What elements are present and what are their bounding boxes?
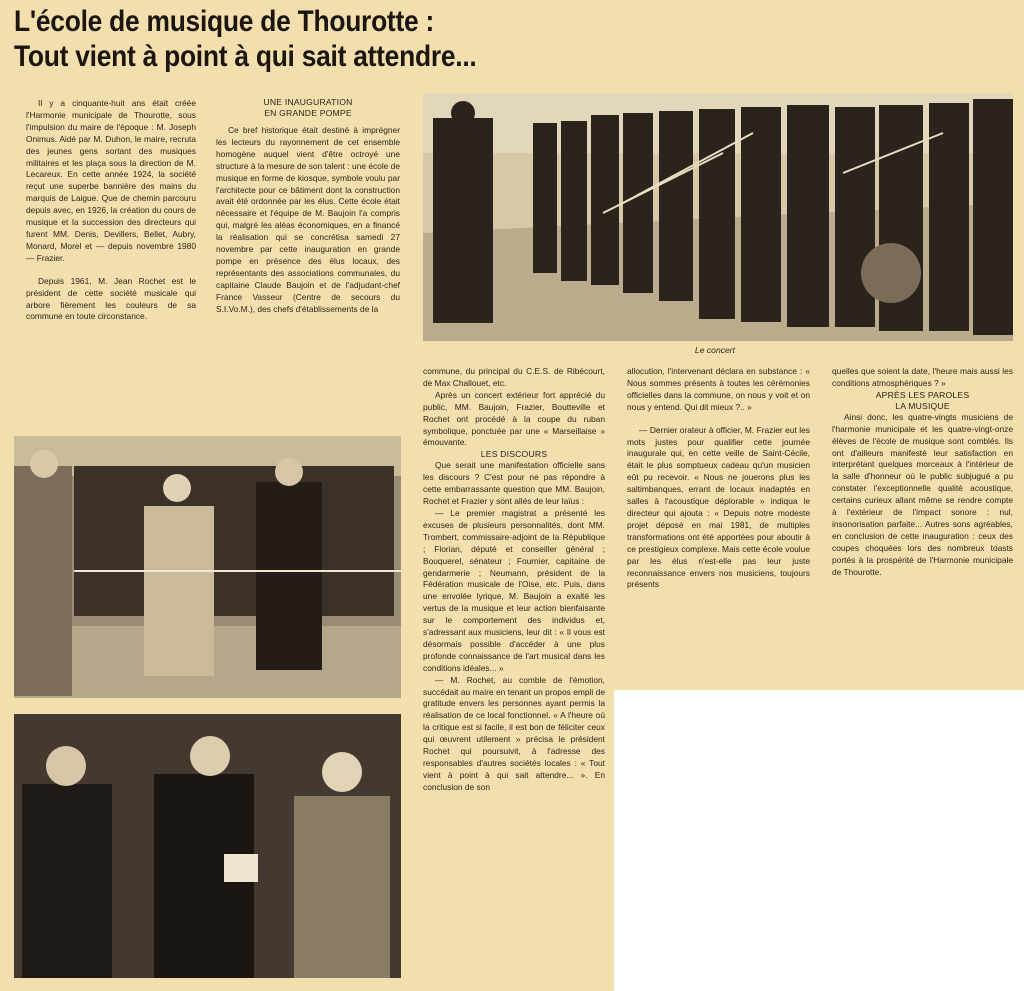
paragraph: Depuis 1961, M. Jean Rochet est le président de cette société musicale qui arbore fièrement les couleurs de sa commune en toute circonstance. (26, 275, 196, 322)
paragraph: Que serait une manifestation officielle sans les discours ? C'est pour ne pas répondre à cette embarrassante question que MM. Baujoin, Rochet et Frazier y sont allés de leur laïus : (423, 460, 605, 507)
paragraph: Ce bref historique était destiné à imprégner les lecteurs du rayonnement de cet ensemble homogène auquel vient d'être octroyé une structure à la mesure de son talent : une école de musique en forme de kiosque, symbole voulu par l'architecte pour ce bâtiment dont la construction avait été ordonnée par les élus. Cette école était nécessaire et l'équipe de M. Baujoin l'a compris qui, malgré les aléas économiques, en a financé la réalisation qui se concrétisa samedi 27 novembre par cette inauguration en grande pompe en présence des élus locaux, des représentants des associations communales, du capitaine Claude Baujoin et de l'adjudant-chef France Vasseur (Centre de secours du S.I.Vo.M.), des chefs d'établissements de la (216, 125, 400, 314)
column-3 (423, 366, 605, 794)
paragraph: — Le premier magistrat a présenté les excuses de plusieurs personnalités, dont MM. Trombert, commissaire-adjoint de la République ; Florian, député et conseiller général ; Bouquerel, sénateur ; Fournier, capitaine de gendarmerie ; Neumann, président de la Fédération musicale de l'Oise, etc. Puis, dans une envolée lyrique, M. Baujoin a exalté les vertus de la musique et leur action bienfaisante sur le comportement des individus et, s'adressant aux musiciens, leur dit : « Il vous est désormais possible d'accéder à une plus profonde connaissance de l'art musical dans les conditions idéales... » (423, 507, 605, 673)
subheading-line: EN GRANDE POMPE (264, 108, 352, 118)
article-headline (14, 4, 894, 74)
headline-line-2: Tout vient à point à qui sait attendre... (14, 40, 477, 73)
column-4 (627, 366, 810, 591)
subheading (216, 97, 400, 119)
paragraph: allocution, l'intervenant déclara en substance : « Nous sommes présents à toutes les cérémonies officielles dans la commune, on nous y voit et on nous y entend. Qui dit mieux ?.. » (627, 366, 810, 412)
paragraph: commune, du principal du C.E.S. de Ribécourt, de Max Challouet, etc. (423, 366, 605, 388)
photo-ribbon-cutting (14, 436, 401, 698)
subheading-line: APRÈS LES PAROLES (875, 389, 970, 400)
column-5 (832, 366, 1013, 579)
column-1 (26, 98, 196, 323)
subheading-line: LA MUSIQUE (895, 400, 950, 411)
photo-concert (423, 93, 1013, 341)
paragraph: — Dernier orateur à officier, M. Frazier eut les mots justes pour qualifier cette journée inaugurale qui, en cette veille de Saint-Cécile, était le plus somptueux cadeau qu'un musicien eût pu recevoir. « Nous ne jouerons plus les saltimbanques, errant de locaux inadaptés en salles à l'acoustique déplorable » indiqua le directeur qui ajouta : « Depuis notre modeste projet déposé en mai 1981, de multiples transformations ont été apportées pour aboutir à ce prestigieux complexe. Mais cette école voulue par les élus n'est-elle pas leur juste reconnaissance envers nos musiciens, toujours présents (627, 424, 810, 590)
photo-speeches (14, 714, 401, 978)
subheading: LES DISCOURS (480, 449, 548, 460)
paragraph: Il y a cinquante-huit ans était créée l'Harmonie municipale de Thourotte, sous l'impulsion du maire de l'époque : M. Joseph Onimus. Aidé par M. Duhon, le maire, recruta des jeunes gens sortant des musiques militaires et les plaça sous la direction de M. Lecareux. En cette année 1924, la société reçut une superbe bannière des mains du marquis de Laigue. Que de chemin parcouru depuis avec, en 1926, la création du cours de musique et la succession des directeurs qui furent MM. Denis, Devillers, Bellet, Aubry, Monard, Morel et — depuis novembre 1980 — Frazier. (26, 98, 196, 263)
subheading (832, 390, 1013, 412)
headline-line-1: L'école de musique de Thourotte : (14, 5, 435, 38)
paragraph: — M. Rochet, au comble de l'émotion, succédait au maire en tenant un propos empli de gratitude envers les personnes ayant permis la réalisation de ce local fonctionnel. « A l'heure où la critique est si facile, il est bon de féliciter ceux qui œuvrent utilement » précisa le président Rochet qui poursuivit, à l'adresse des responsables d'autres sociétés locales : « Tout vient à point à qui sait attendre... ». En conclusion de son (423, 674, 605, 792)
column-2 (216, 97, 400, 316)
subheading-line: UNE INAUGURATION (263, 97, 353, 107)
photo-caption: Le concert (694, 345, 736, 355)
paragraph: Ainsi donc, les quatre-vingts musiciens de l'harmonie municipale et les quatre-vingt-onze élèves de l'école de musique sont comblés. Ils ont d'ailleurs manifesté leur satisfaction en interprétant quelques morceaux à l'intérieur de la salle d'honneur où le public subjugué a pu constater l'exceptionnelle qualité acoustique, certains curieux allant même se rendre compte à l'extérieur de l'impact sonore : nul, insonorisation parfaite... Autres sons agréables, en conclusion de cette inauguration : ceux des coupes choquées lors des nombreux toasts portés à la prospérité de l'Harmonie municipale de Thourotte. (832, 411, 1013, 577)
paragraph: Après un concert extérieur fort apprécié du public, MM. Baujoin, Frazier, Boutteville et Rochet ont procédé à la coupe du ruban symbolique, ponctuée par une « Marseillaise » émouvante. (423, 389, 605, 448)
paragraph: quelles que soient la date, l'heure mais aussi les conditions atmosphériques ? » (832, 366, 1013, 388)
